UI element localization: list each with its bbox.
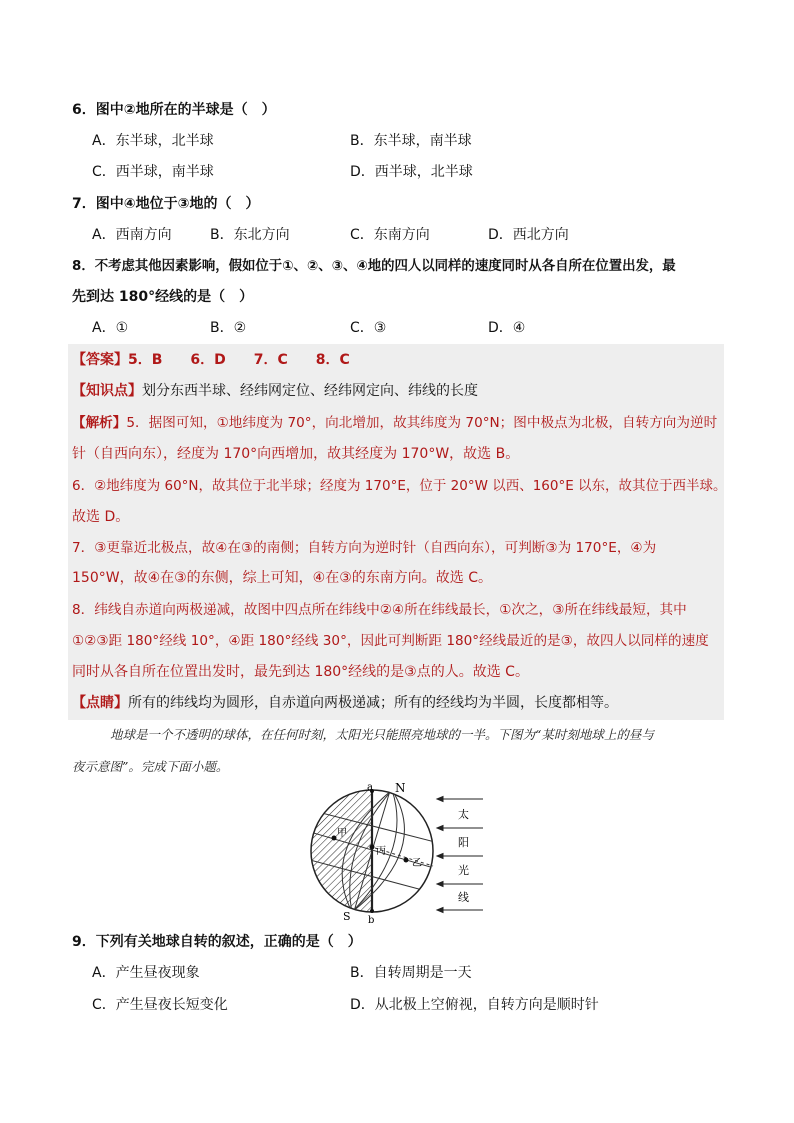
- label-b: b: [368, 915, 375, 925]
- q6-option-c: C．西半球，南半球: [92, 164, 214, 180]
- analysis-tag: 【解析】: [72, 415, 127, 431]
- answer-tag: 【答案】: [72, 352, 128, 368]
- knowledge-text: 划分东西半球、经纬网定位、经纬网定向、纬线的长度: [142, 383, 478, 399]
- label-s: S: [343, 910, 351, 923]
- analysis-line7: 8．纬线自赤道向两极递减，故图中四点所在纬线中②④所在纬线最长，①次之，③所在纬线最短，其中: [72, 602, 687, 618]
- knowledge-tag: 【知识点】: [72, 383, 142, 399]
- q7-option-b: B．东北方向: [210, 227, 290, 243]
- q9-option-b: B．自转周期是一天: [350, 965, 472, 981]
- comment-text: 所有的纬线均为圆形，自赤道向两极递减；所有的经线均为半圆，长度都相等。: [128, 695, 618, 711]
- point-jia: [332, 836, 337, 841]
- knowledge-line: [72, 381, 478, 401]
- comment-line: [72, 693, 618, 713]
- answer-line: [72, 350, 350, 370]
- analysis-text-1: 5．据图可知，①地纬度为 70°，向北增加，故其纬度为 70°N；图中极点为北极，自转方向为逆时: [126, 415, 718, 431]
- analysis-line9: 同时从各自所在位置出发时，最先到达 180°经线的是③点的人。故选 C。: [72, 664, 529, 680]
- analysis-line1: [72, 413, 717, 433]
- answer-text: 5．B 6．D 7．C 8．C: [128, 352, 350, 368]
- sunlight-arrowhead: [437, 908, 443, 913]
- analysis-line5: 7．③更靠近北极点，故④在③的南侧；自转方向为逆时针（自西向东），可判断③为 170°E，④为: [72, 540, 657, 556]
- analysis-line2: 针（自西向东），经度为 170°向西增加，故其经度为 170°W，故选 B。: [72, 446, 520, 462]
- day-night-diagram: [300, 780, 500, 925]
- sunlight-arrowhead: [437, 854, 443, 859]
- sunlight-arrowhead: [437, 826, 443, 831]
- q7-option-d: D．西北方向: [488, 227, 569, 243]
- intro-line1: 地球是一个不透明的球体，在任何时刻，太阳光只能照亮地球的一半。下图为“某时刻地球上的昼与: [110, 727, 654, 742]
- label-bing: 丙: [376, 846, 386, 857]
- q6-option-d: D．西半球，北半球: [350, 164, 473, 180]
- q6-stem: 6．图中②地所在的半球是（ ）: [72, 102, 276, 118]
- q8-option-a: A．①: [92, 320, 129, 336]
- comment-tag: 【点睛】: [72, 695, 128, 711]
- label-a: a: [367, 782, 373, 793]
- q9-option-d: D．从北极上空俯视，自转方向是顺时针: [350, 997, 599, 1013]
- label-jia: 甲: [337, 828, 347, 839]
- q9-option-c: C．产生昼夜长短变化: [92, 997, 228, 1013]
- q8-stem-line1: 8．不考虑其他因素影响，假如位于①、②、③、④地的四人以同样的速度同时从各自所在位置出发，最: [72, 259, 676, 274]
- q7-option-a: A．西南方向: [92, 227, 172, 243]
- analysis-line8: ①②③距 180°经线 10°，④距 180°经线 30°，因此可判断距 180°经线最近的是③，故四人以同样的速度: [72, 633, 709, 649]
- label-sun-1: 太: [458, 808, 469, 821]
- point-bing: [370, 845, 375, 850]
- q9-stem: 9．下列有关地球自转的叙述，正确的是（ ）: [72, 934, 362, 950]
- analysis-line4: 故选 D。: [72, 509, 130, 525]
- q6-option-b: B．东半球，南半球: [350, 133, 472, 149]
- point-yi: [404, 858, 409, 863]
- label-sun-3: 光: [458, 864, 469, 877]
- q7-stem: 7．图中④地位于③地的（ ）: [72, 196, 260, 212]
- q8-option-c: C．③: [350, 320, 387, 336]
- q6-option-a: A．东半球，北半球: [92, 133, 214, 149]
- label-n: N: [395, 781, 406, 795]
- q8-stem-line2: 先到达 180°经线的是（ ）: [72, 289, 254, 305]
- q7-option-c: C．东南方向: [350, 227, 430, 243]
- night-half: [311, 790, 372, 912]
- q8-option-d: D．④: [488, 320, 526, 336]
- label-sun-4: 线: [458, 891, 469, 904]
- point-b: [370, 909, 374, 913]
- sunlight-arrowhead: [437, 797, 443, 802]
- label-yi: 乙: [412, 858, 422, 869]
- label-sun-2: 阳: [458, 836, 469, 849]
- analysis-line3: 6．②地纬度为 60°N，故其位于北半球；经度为 170°E，位于 20°W 以西、160°E 以东，故其位于西半球。: [72, 478, 727, 494]
- analysis-line6: 150°W，故④在③的东侧，综上可知，④在③的东南方向。故选 C。: [72, 570, 492, 586]
- q8-option-b: B．②: [210, 320, 247, 336]
- sunlight-arrowhead: [437, 882, 443, 887]
- q9-option-a: A．产生昼夜现象: [92, 965, 200, 981]
- intro-line2: 夜示意图”。完成下面小题。: [72, 759, 229, 774]
